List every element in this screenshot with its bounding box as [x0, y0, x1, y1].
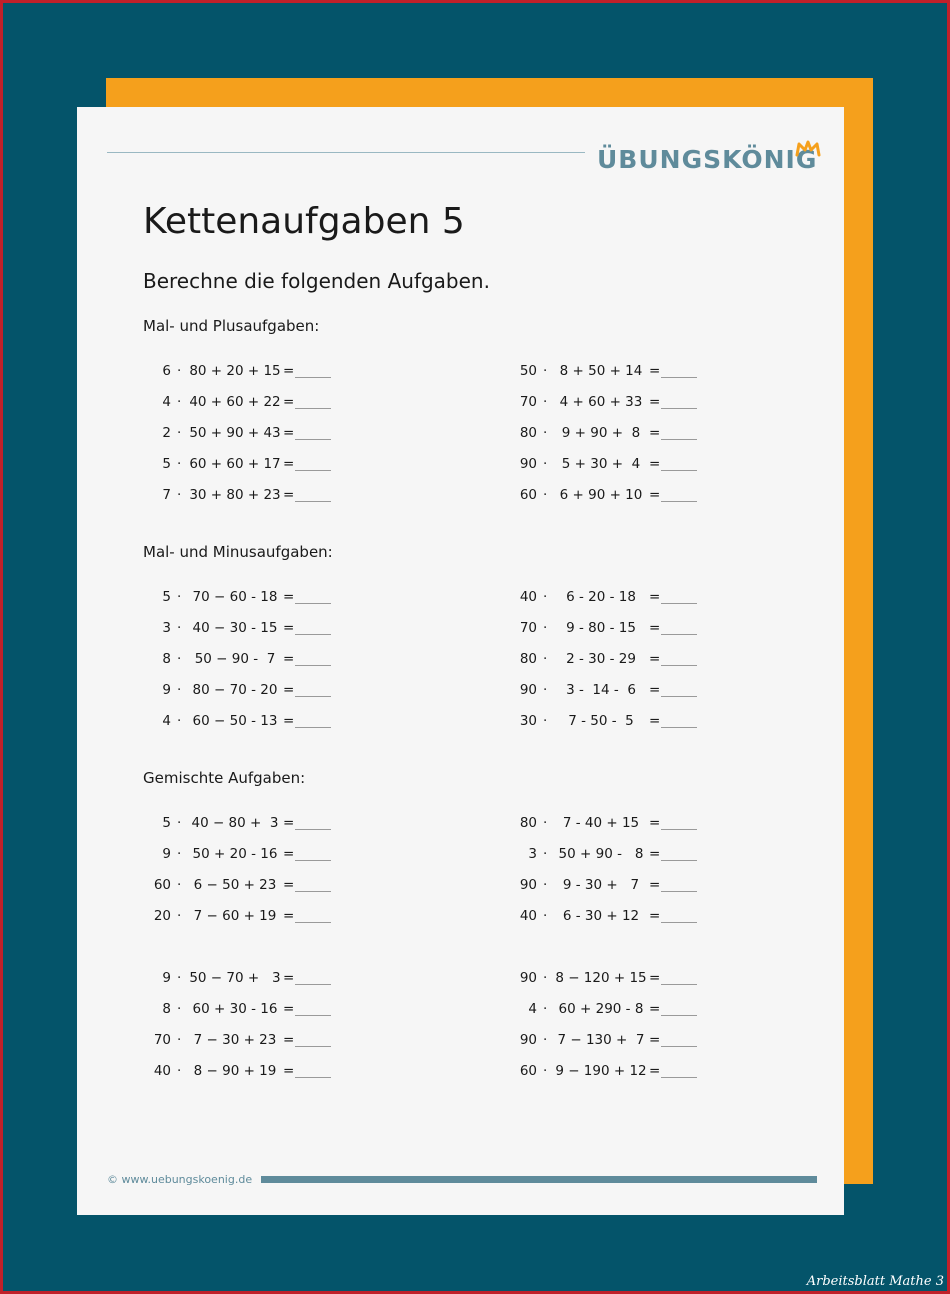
problem-factor: 70: [519, 620, 537, 636]
chain-problem: [509, 651, 709, 669]
header-rule: [107, 152, 585, 153]
problem-chain: 7 − 130 + 7: [557, 1032, 645, 1048]
problem-chain: 4 + 60 + 33: [559, 394, 643, 410]
problem-factor: 60: [519, 487, 537, 503]
section-heading: Mal- und Minusaufgaben:: [143, 543, 333, 561]
problem-chain: 40 − 80 + 3: [191, 815, 279, 831]
chain-problem: [509, 394, 709, 412]
footer-bar: [261, 1176, 817, 1183]
chain-problem: [143, 487, 343, 505]
answer-blank[interactable]: [295, 665, 331, 666]
problem-factor: 5: [162, 815, 171, 831]
equals-sign: =: [283, 815, 295, 831]
answer-blank[interactable]: [661, 860, 697, 861]
answer-blank[interactable]: [295, 727, 331, 728]
problem-factor: 40: [519, 908, 537, 924]
problem-chain: 7 − 60 + 19: [193, 908, 277, 924]
chain-problem: [509, 1001, 709, 1019]
problem-factor: 9: [162, 682, 171, 698]
problem-factor: 3: [162, 620, 171, 636]
problem-chain: 7 - 40 + 15: [562, 815, 640, 831]
problem-factor: 80: [519, 425, 537, 441]
chain-problem: [143, 1032, 343, 1050]
equals-sign: =: [283, 1063, 295, 1079]
multiply-dot: ·: [177, 363, 182, 379]
equals-sign: =: [283, 589, 295, 605]
problem-chain: 9 + 90 + 8: [561, 425, 641, 441]
multiply-dot: ·: [177, 1063, 182, 1079]
problem-chain: 9 - 80 - 15: [566, 620, 636, 636]
multiply-dot: ·: [177, 877, 182, 893]
chain-problem: [509, 363, 709, 381]
problem-factor: 2: [162, 425, 171, 441]
answer-blank[interactable]: [295, 891, 331, 892]
problem-chain: 5 + 30 + 4: [561, 456, 641, 472]
equals-sign: =: [283, 487, 295, 503]
brand-logo-text: ÜBUNGSKÖNIG: [597, 145, 818, 174]
chain-problem: [509, 682, 709, 700]
problem-chain: 80 + 20 + 15: [189, 363, 281, 379]
multiply-dot: ·: [543, 620, 548, 636]
multiply-dot: ·: [177, 970, 182, 986]
answer-blank[interactable]: [295, 1046, 331, 1047]
problem-factor: 8: [162, 651, 171, 667]
problem-factor: 9: [162, 846, 171, 862]
chain-problem: [509, 456, 709, 474]
watermark-text: Arbeitsblatt Mathe 3: [806, 1274, 944, 1289]
problem-factor: 4: [528, 1001, 537, 1017]
problem-chain: 60 + 60 + 17: [189, 456, 281, 472]
problem-chain: 6 − 50 + 23: [193, 877, 277, 893]
chain-problem: [143, 682, 343, 700]
answer-blank[interactable]: [295, 1015, 331, 1016]
chain-problem: [509, 1032, 709, 1050]
chain-problem: [509, 620, 709, 638]
multiply-dot: ·: [543, 846, 548, 862]
multiply-dot: ·: [543, 1032, 548, 1048]
answer-blank[interactable]: [295, 829, 331, 830]
answer-blank[interactable]: [661, 891, 697, 892]
chain-problem: [509, 487, 709, 505]
problem-factor: 40: [153, 1063, 171, 1079]
answer-blank[interactable]: [661, 1015, 697, 1016]
answer-blank[interactable]: [661, 665, 697, 666]
problem-chain: 8 + 50 + 14: [559, 363, 643, 379]
answer-blank[interactable]: [661, 727, 697, 728]
multiply-dot: ·: [177, 1001, 182, 1017]
problem-factor: 50: [519, 363, 537, 379]
multiply-dot: ·: [543, 363, 548, 379]
answer-blank[interactable]: [661, 470, 697, 471]
problem-chain: 40 + 60 + 22: [189, 394, 281, 410]
multiply-dot: ·: [177, 394, 182, 410]
equals-sign: =: [283, 713, 295, 729]
problem-factor: 80: [519, 815, 537, 831]
chain-problem: [143, 620, 343, 638]
equals-sign: =: [283, 394, 295, 410]
multiply-dot: ·: [177, 713, 182, 729]
multiply-dot: ·: [177, 456, 182, 472]
multiply-dot: ·: [177, 682, 182, 698]
chain-problem: [509, 908, 709, 926]
equals-sign: =: [283, 1001, 295, 1017]
equals-sign: =: [649, 1032, 661, 1048]
multiply-dot: ·: [177, 425, 182, 441]
answer-blank[interactable]: [661, 603, 697, 604]
equals-sign: =: [649, 908, 661, 924]
chain-problem: [143, 363, 343, 381]
problem-factor: 6: [162, 363, 171, 379]
problem-factor: 3: [528, 846, 537, 862]
problem-chain: 9 - 30 + 7: [562, 877, 640, 893]
chain-problem: [143, 970, 343, 988]
crown-icon: [795, 139, 821, 159]
multiply-dot: ·: [543, 682, 548, 698]
equals-sign: =: [649, 620, 661, 636]
problem-chain: 7 - 50 - 5: [568, 713, 634, 729]
equals-sign: =: [649, 651, 661, 667]
problem-factor: 90: [519, 1032, 537, 1048]
multiply-dot: ·: [177, 487, 182, 503]
chain-problem: [509, 970, 709, 988]
multiply-dot: ·: [543, 589, 548, 605]
equals-sign: =: [649, 394, 661, 410]
problem-factor: 5: [162, 456, 171, 472]
multiply-dot: ·: [177, 651, 182, 667]
multiply-dot: ·: [543, 651, 548, 667]
chain-problem: [143, 1001, 343, 1019]
multiply-dot: ·: [543, 1001, 548, 1017]
multiply-dot: ·: [543, 394, 548, 410]
chain-problem: [509, 846, 709, 864]
multiply-dot: ·: [177, 589, 182, 605]
problem-chain: 8 − 90 + 19: [193, 1063, 277, 1079]
multiply-dot: ·: [543, 456, 548, 472]
problem-chain: 50 + 20 - 16: [192, 846, 278, 862]
multiply-dot: ·: [543, 1063, 548, 1079]
chain-problem: [143, 877, 343, 895]
equals-sign: =: [283, 620, 295, 636]
answer-blank[interactable]: [661, 922, 697, 923]
answer-blank[interactable]: [295, 1077, 331, 1078]
answer-blank[interactable]: [661, 696, 697, 697]
problem-chain: 50 − 90 - 7: [194, 651, 276, 667]
problem-chain: 60 − 50 - 13: [192, 713, 278, 729]
equals-sign: =: [649, 970, 661, 986]
problem-factor: 40: [519, 589, 537, 605]
answer-blank[interactable]: [661, 1077, 697, 1078]
problem-chain: 60 + 30 - 16: [192, 1001, 278, 1017]
problem-chain: 6 + 90 + 10: [559, 487, 643, 503]
chain-problem: [143, 908, 343, 926]
answer-blank[interactable]: [661, 439, 697, 440]
multiply-dot: ·: [543, 815, 548, 831]
multiply-dot: ·: [543, 487, 548, 503]
answer-blank[interactable]: [661, 408, 697, 409]
chain-problem: [509, 713, 709, 731]
problem-factor: 60: [519, 1063, 537, 1079]
problem-factor: 8: [162, 1001, 171, 1017]
answer-blank[interactable]: [661, 377, 697, 378]
equals-sign: =: [283, 908, 295, 924]
problem-chain: 7 − 30 + 23: [193, 1032, 277, 1048]
answer-blank[interactable]: [295, 408, 331, 409]
equals-sign: =: [649, 846, 661, 862]
equals-sign: =: [649, 1001, 661, 1017]
problem-factor: 30: [519, 713, 537, 729]
equals-sign: =: [283, 877, 295, 893]
problem-chain: 30 + 80 + 23: [189, 487, 281, 503]
equals-sign: =: [649, 682, 661, 698]
problem-factor: 90: [519, 877, 537, 893]
answer-blank[interactable]: [661, 1046, 697, 1047]
answer-blank[interactable]: [295, 696, 331, 697]
chain-problem: [509, 589, 709, 607]
multiply-dot: ·: [543, 970, 548, 986]
multiply-dot: ·: [177, 846, 182, 862]
chain-problem: [143, 846, 343, 864]
problem-chain: 40 − 30 - 15: [192, 620, 278, 636]
equals-sign: =: [283, 682, 295, 698]
answer-blank[interactable]: [295, 470, 331, 471]
chain-problem: [143, 713, 343, 731]
multiply-dot: ·: [177, 1032, 182, 1048]
problem-factor: 70: [519, 394, 537, 410]
problem-chain: 3 - 14 - 6: [566, 682, 636, 698]
chain-problem: [143, 456, 343, 474]
problem-chain: 2 - 30 - 29: [566, 651, 636, 667]
equals-sign: =: [283, 846, 295, 862]
multiply-dot: ·: [177, 908, 182, 924]
multiply-dot: ·: [177, 620, 182, 636]
answer-blank[interactable]: [661, 501, 697, 502]
multiply-dot: ·: [543, 425, 548, 441]
problem-chain: 6 - 20 - 18: [566, 589, 636, 605]
problem-chain: 70 − 60 - 18: [192, 589, 278, 605]
chain-problem: [509, 425, 709, 443]
equals-sign: =: [283, 425, 295, 441]
equals-sign: =: [283, 363, 295, 379]
equals-sign: =: [649, 589, 661, 605]
problem-factor: 90: [519, 456, 537, 472]
equals-sign: =: [649, 363, 661, 379]
equals-sign: =: [649, 425, 661, 441]
answer-blank[interactable]: [661, 829, 697, 830]
answer-blank[interactable]: [295, 377, 331, 378]
problem-chain: 50 − 70 + 3: [189, 970, 281, 986]
chain-problem: [143, 1063, 343, 1081]
problem-factor: 4: [162, 713, 171, 729]
equals-sign: =: [649, 487, 661, 503]
equals-sign: =: [649, 815, 661, 831]
answer-blank[interactable]: [295, 501, 331, 502]
multiply-dot: ·: [543, 713, 548, 729]
answer-blank[interactable]: [661, 984, 697, 985]
equals-sign: =: [649, 713, 661, 729]
answer-blank[interactable]: [295, 603, 331, 604]
equals-sign: =: [649, 456, 661, 472]
problem-factor: 70: [153, 1032, 171, 1048]
problem-chain: 9 − 190 + 12: [555, 1063, 647, 1079]
problem-chain: 50 + 90 - 8: [558, 846, 644, 862]
equals-sign: =: [649, 877, 661, 893]
worksheet-page: [77, 107, 844, 1215]
problem-factor: 80: [519, 651, 537, 667]
chain-problem: [509, 877, 709, 895]
equals-sign: =: [649, 1063, 661, 1079]
problem-chain: 50 + 90 + 43: [189, 425, 281, 441]
equals-sign: =: [283, 456, 295, 472]
answer-blank[interactable]: [295, 439, 331, 440]
problem-chain: 60 + 290 - 8: [558, 1001, 644, 1017]
multiply-dot: ·: [543, 877, 548, 893]
footer-url: © www.uebungskoenig.de: [107, 1173, 253, 1186]
problem-factor: 20: [153, 908, 171, 924]
answer-blank[interactable]: [295, 984, 331, 985]
equals-sign: =: [283, 651, 295, 667]
chain-problem: [509, 1063, 709, 1081]
problem-chain: 80 − 70 - 20: [192, 682, 278, 698]
problem-factor: 90: [519, 682, 537, 698]
answer-blank[interactable]: [295, 634, 331, 635]
problem-factor: 9: [162, 970, 171, 986]
equals-sign: =: [283, 1032, 295, 1048]
chain-problem: [143, 651, 343, 669]
equals-sign: =: [283, 970, 295, 986]
section-heading: Gemischte Aufgaben:: [143, 769, 306, 787]
chain-problem: [143, 589, 343, 607]
chain-problem: [143, 394, 343, 412]
chain-problem: [143, 815, 343, 833]
problem-factor: 5: [162, 589, 171, 605]
problem-chain: 6 - 30 + 12: [562, 908, 640, 924]
problem-factor: 4: [162, 394, 171, 410]
answer-blank[interactable]: [295, 922, 331, 923]
answer-blank[interactable]: [661, 634, 697, 635]
multiply-dot: ·: [177, 815, 182, 831]
brand-logo: [597, 139, 827, 179]
answer-blank[interactable]: [295, 860, 331, 861]
problem-chain: 8 − 120 + 15: [555, 970, 647, 986]
multiply-dot: ·: [543, 908, 548, 924]
chain-problem: [509, 815, 709, 833]
problem-factor: 90: [519, 970, 537, 986]
problem-factor: 7: [162, 487, 171, 503]
problem-factor: 60: [153, 877, 171, 893]
chain-problem: [143, 425, 343, 443]
page-title: Kettenaufgaben 5: [143, 201, 465, 242]
instruction-text: Berechne die folgenden Aufgaben.: [143, 269, 490, 293]
section-heading: Mal- und Plusaufgaben:: [143, 317, 320, 335]
